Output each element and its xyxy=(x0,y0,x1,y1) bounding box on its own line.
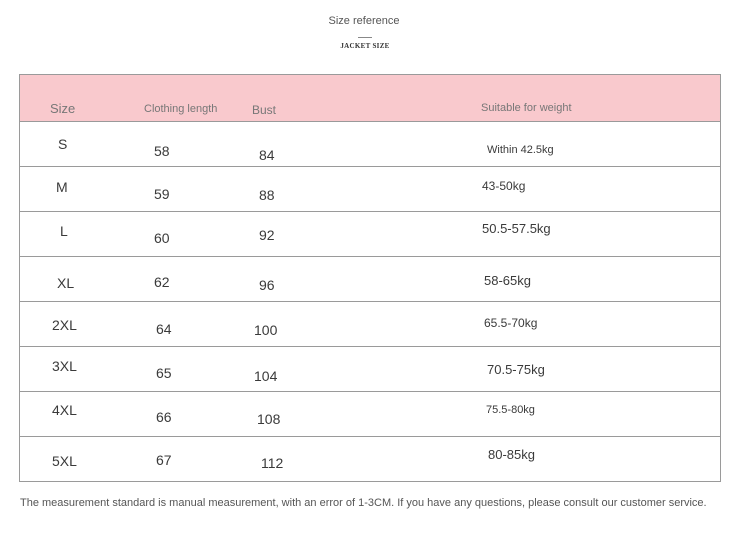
bust-value: 108 xyxy=(257,411,281,427)
weight-value: 43-50kg xyxy=(482,179,526,193)
column-header-size: Size xyxy=(50,101,76,116)
column-header-bust: Bust xyxy=(252,103,277,117)
length-value: 60 xyxy=(154,230,170,246)
size-chart-table xyxy=(19,74,721,482)
table-row-cell xyxy=(20,437,721,482)
table-header-cell xyxy=(20,75,721,122)
table-row xyxy=(20,392,721,437)
table-row xyxy=(20,437,721,482)
length-value: 65 xyxy=(156,365,172,381)
size-value: 5XL xyxy=(52,453,77,469)
bust-value: 100 xyxy=(254,322,278,338)
length-value: 66 xyxy=(156,409,172,425)
size-value: XL xyxy=(57,275,75,291)
length-value: 62 xyxy=(154,274,170,290)
size-value: 4XL xyxy=(52,402,77,418)
table-row-cell xyxy=(20,392,721,437)
table-row xyxy=(20,212,721,257)
table-row-cell xyxy=(20,302,721,347)
bust-value: 88 xyxy=(259,187,275,203)
bust-value: 92 xyxy=(259,227,275,243)
weight-value: 75.5-80kg xyxy=(486,404,535,416)
size-value: L xyxy=(60,223,68,239)
length-value: 59 xyxy=(154,186,170,202)
bust-value: 112 xyxy=(261,455,284,471)
measurement-note: The measurement standard is manual measurement, with an error of 1-3CM. If you have any questions, please consult our customer service. xyxy=(20,497,707,509)
bust-value: 104 xyxy=(254,368,278,384)
column-header-length: Clothing length xyxy=(144,103,218,115)
table-row xyxy=(20,257,721,302)
title-divider xyxy=(358,37,372,38)
table-row-cell xyxy=(20,122,721,167)
column-header-weight: Suitable for weight xyxy=(481,102,572,114)
weight-value: 58-65kg xyxy=(484,273,531,288)
table-header-row xyxy=(20,75,721,122)
size-value: S xyxy=(58,136,68,152)
length-value: 67 xyxy=(156,452,172,468)
table-row-cell xyxy=(20,347,721,392)
table-row xyxy=(20,167,721,212)
length-value: 64 xyxy=(156,321,172,337)
weight-value: 50.5-57.5kg xyxy=(482,221,551,236)
weight-value: 65.5-70kg xyxy=(484,316,538,330)
size-value: M xyxy=(56,179,68,195)
weight-value: Within 42.5kg xyxy=(487,144,554,156)
bust-value: 84 xyxy=(259,147,275,163)
page-subtitle: JACKET SIZE xyxy=(340,42,390,50)
table-row-cell xyxy=(20,257,721,302)
table-row xyxy=(20,122,721,167)
table-row xyxy=(20,347,721,392)
table-row-cell xyxy=(20,212,721,257)
bust-value: 96 xyxy=(259,277,275,293)
page-title: Size reference xyxy=(328,15,400,27)
weight-value: 80-85kg xyxy=(488,447,535,462)
weight-value: 70.5-75kg xyxy=(487,362,545,377)
length-value: 58 xyxy=(154,143,170,159)
table-row-cell xyxy=(20,167,721,212)
table-row xyxy=(20,302,721,347)
size-value: 2XL xyxy=(52,317,77,333)
size-value: 3XL xyxy=(52,358,77,374)
